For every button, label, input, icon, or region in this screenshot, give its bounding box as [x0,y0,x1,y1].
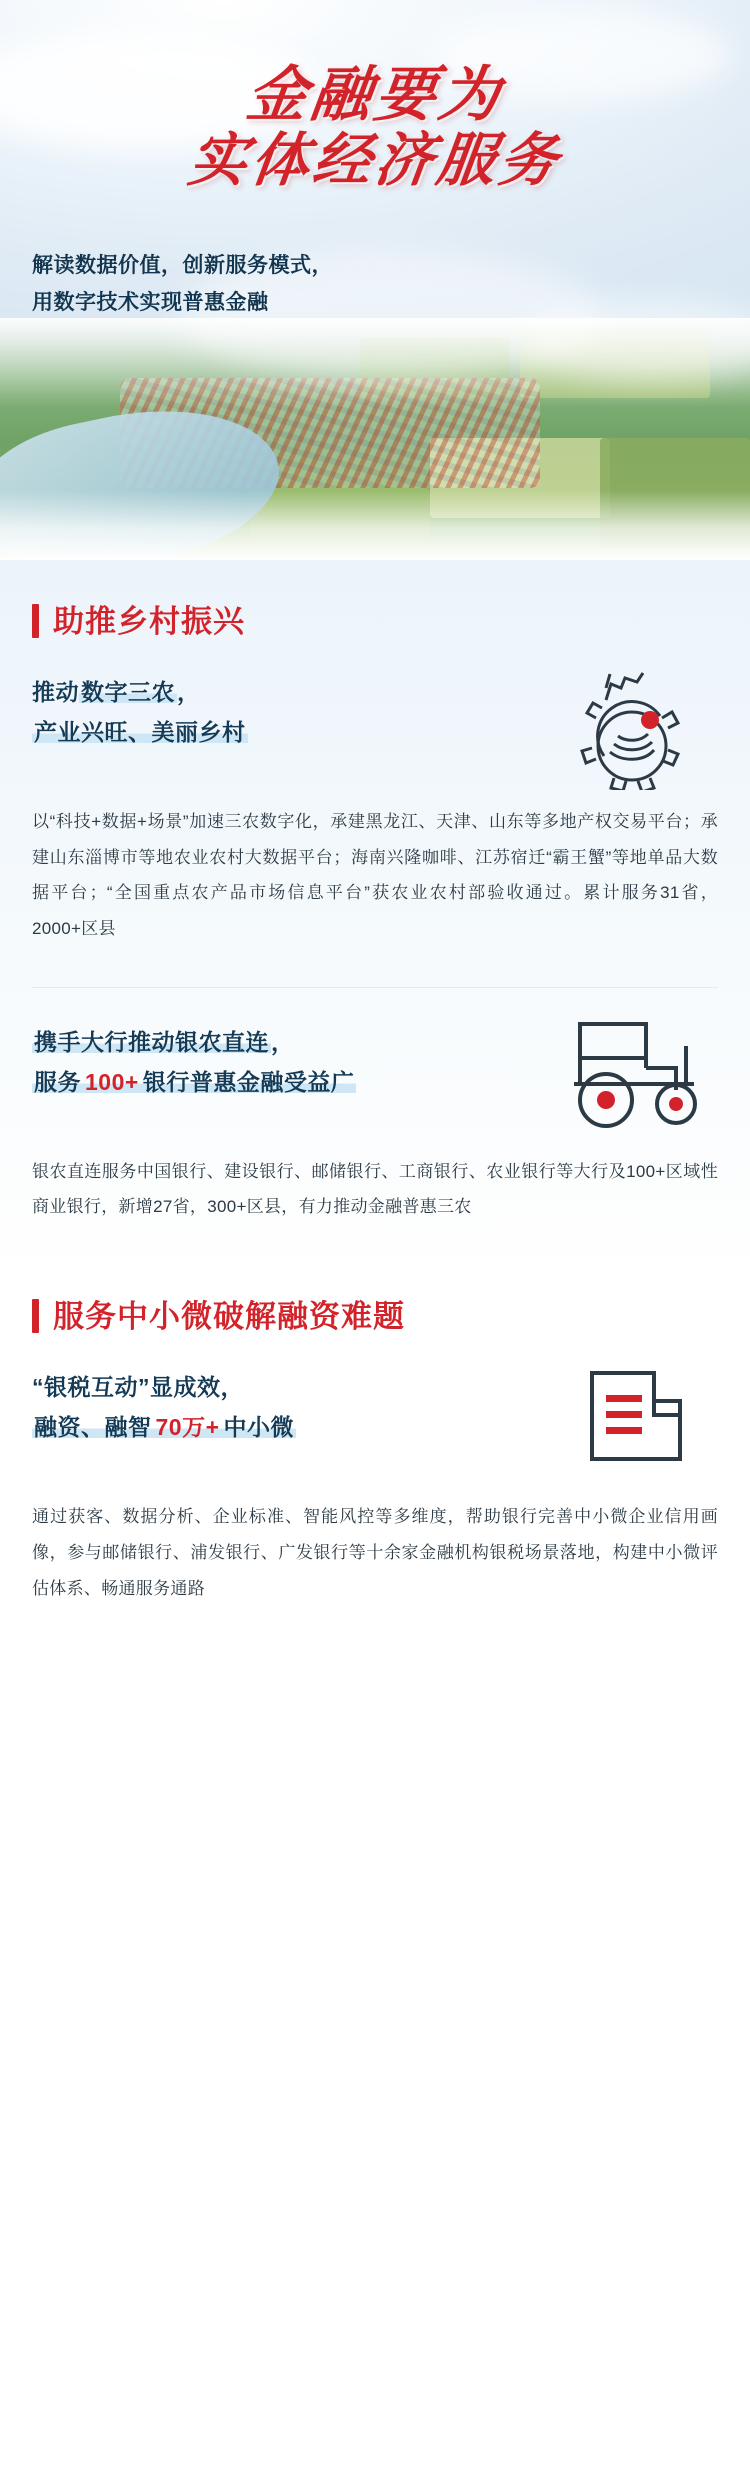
section-spacer [0,1225,750,1255]
factory-document-icon [566,1355,706,1485]
section-header-rural [32,560,750,638]
title-line-1: 金融要为 [243,62,508,128]
title-line-2: 实体经济服务 [185,128,566,194]
headline-line-1 [32,1367,548,1407]
content-divider [32,987,718,988]
headline-line-2 [32,1407,548,1447]
headline-text-highlight: 数字三农 [81,679,175,705]
headline-text-post: 银行普惠金融受益广 [142,1069,355,1095]
headline-line-1 [32,672,548,712]
block-paragraph: 以“科技+数据+场景”加速三农数字化，承建黑龙江、天津、山东等多地产权交易平台；承建山东淄博市等地农业农村大数据平台；海南兴隆咖啡、江苏宿迁“霸王蟹”等地单品大数据平台；“全国重点农产品市场信息平台”获农业农村部验收通过。累计服务31省，2000+区县 [32,812,718,939]
page-title [0,62,750,194]
subtitle-line-2: 用数字技术实现普惠金融 [32,290,269,314]
page-bottom-spacer [0,1606,750,1636]
block-paragraph: 银农直连服务中国银行、建设银行、邮储银行、工商银行、农业银行等大行及100+区域性商业银行，新增27省，300+区县，有力推动金融普惠三农 [32,1161,718,1217]
content-block-digital-agriculture [0,672,750,947]
headline-text-pre: 服务 [34,1069,81,1095]
gear-rice-icon [566,660,706,790]
section-header-sme [32,1255,750,1333]
headline-text-post: 中小微 [223,1414,295,1441]
hero-subtitle [32,248,333,322]
content-block-tax-bank [0,1367,750,1606]
block-headline-area [32,672,718,782]
headline-metric: 100+ [85,1069,139,1095]
block-headline-area [32,1022,718,1132]
block-paragraph: 通过获客、数据分析、企业标准、智能风控等多维度，帮助银行完善中小微企业信用画像，参与邮储银行、浦发银行、广发银行等十余家金融机构银税场景落地，构建中小微评估体系、畅通服务通路 [32,1507,718,1598]
hero-bottom-fade [0,490,750,560]
headline-text-pre: 融资、融智 [34,1414,152,1441]
headline-text-tail: ， [177,679,201,705]
headline-text-plain: 推动 [32,679,79,705]
section-title: 服务中小微破解融资难题 [53,1298,405,1334]
section-title: 助推乡村振兴 [53,603,245,639]
subtitle-line-1: 解读数据价值，创新服务模式， [32,254,333,277]
headline-text-highlight: 携手大行推动银农直连 [34,1028,269,1055]
headline-line-2 [32,712,548,752]
headline-text-tail: ， [271,1028,295,1055]
headline-line-1 [32,1022,548,1062]
block-headline-area [32,1367,718,1477]
content-block-bank-farmer-link [0,1022,750,1225]
headline-text-plain: “银税互动”显成效， [32,1374,244,1401]
headline-line-2 [32,1062,548,1102]
headline-metric: 70万+ [155,1414,220,1441]
section-accent-bar [32,604,39,638]
headline-text-highlight: 产业兴旺、美丽乡村 [34,719,246,746]
hero-banner [0,0,750,560]
section-accent-bar [32,1299,39,1333]
tractor-icon [566,1010,706,1140]
